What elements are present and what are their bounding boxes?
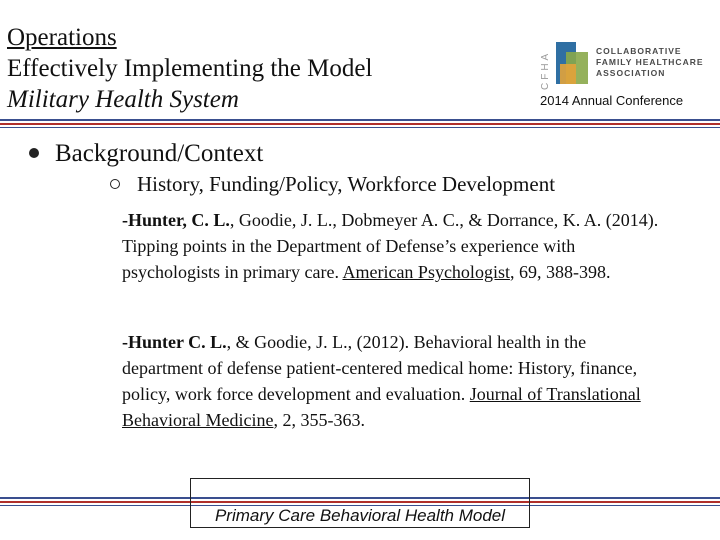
logo-line-2: FAMILY HEALTHCARE	[596, 57, 704, 67]
footer-label: Primary Care Behavioral Health Model	[214, 506, 506, 525]
reference-1-journal: American Psychologist	[342, 262, 510, 282]
bullet-level-2-text: History, Funding/Policy, Workforce Development	[137, 172, 556, 196]
footer-box	[190, 478, 530, 528]
cfha-vertical-acronym: CFHA	[540, 50, 551, 90]
bullet-level-1	[29, 140, 263, 168]
slide-title	[7, 22, 372, 115]
header-rule-blue-2	[0, 127, 720, 128]
reference-2-lead: -Hunter C. L.	[122, 332, 227, 352]
logo-line-3: ASSOCIATION	[596, 68, 666, 78]
logo-org-name	[596, 46, 704, 79]
header-rule-blue	[0, 119, 720, 121]
logo-mark-orange	[560, 64, 576, 84]
reference-1-tail: , 69, 388-398.	[509, 262, 611, 282]
reference-1-lead: -Hunter, C. L.	[122, 210, 230, 230]
conference-label: 2014 Annual Conference	[540, 93, 684, 108]
reference-2	[122, 329, 662, 433]
reference-2-journal: Journal of Translational Behavioral Medicine	[122, 384, 641, 430]
bullet-level-2	[110, 172, 555, 197]
reference-1-body: , Goodie, J. L., Dobmeyer A. C., & Dorrance, K. A. (2014). Tipping points in the Department of Defense’s experience with psychologists in primary care.	[122, 210, 659, 282]
title-subtitle: Effectively Implementing the Model	[7, 55, 373, 82]
bullet-circle-icon	[110, 179, 120, 189]
title-operations: Operations	[7, 24, 117, 51]
bullet-level-1-text: Background/Context	[55, 140, 264, 167]
logo-line-1: COLLABORATIVE	[596, 46, 682, 56]
reference-1	[122, 207, 662, 285]
reference-2-body: , & Goodie, J. L., (2012). Behavioral health in the department of defense patient-centered medical home: History, finance, policy, work force development and evaluation.	[122, 332, 638, 404]
title-section: Military Health System	[7, 86, 239, 113]
bullet-dot-icon	[29, 148, 39, 158]
reference-2-tail: , 2, 355-363.	[273, 410, 365, 430]
header-rule-red	[0, 123, 720, 125]
